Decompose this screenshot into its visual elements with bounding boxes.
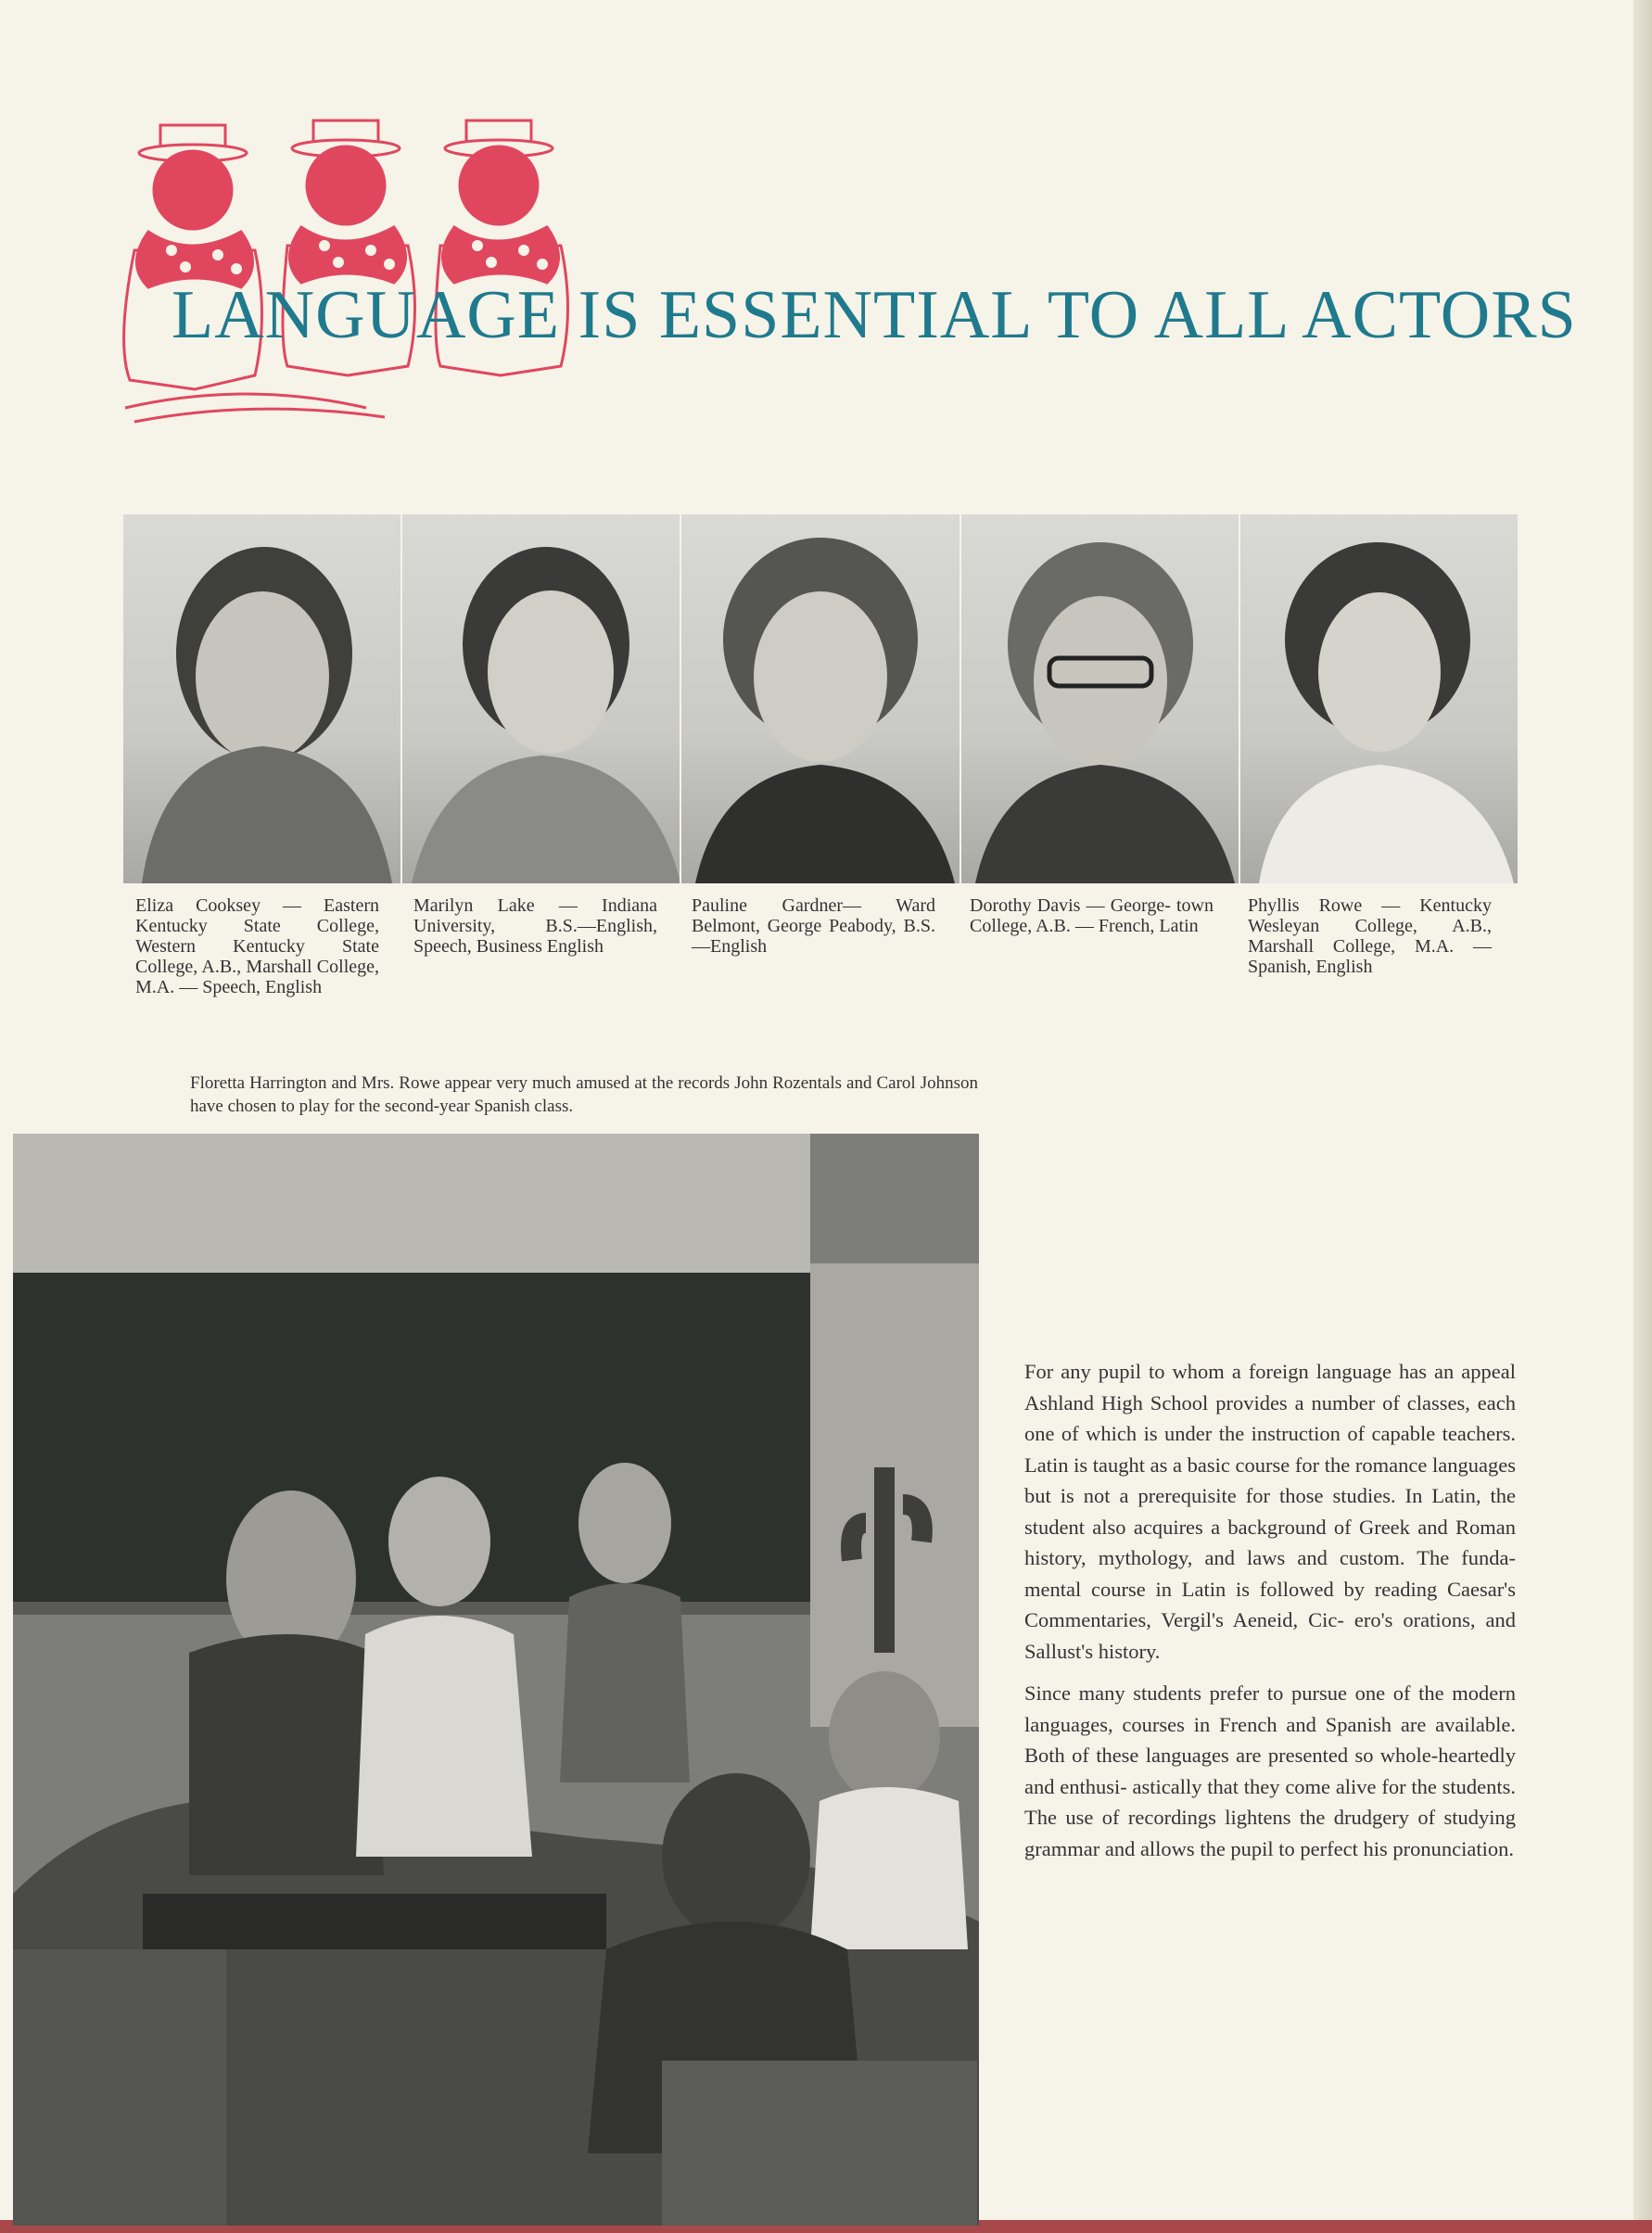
- portrait-photo: [123, 514, 402, 883]
- classroom-photo: [13, 1134, 979, 2226]
- teacher-caption: Marilyn Lake — Indiana University, B.S.—English, Speech, Business English: [413, 895, 657, 957]
- faculty-portraits: [123, 514, 1519, 883]
- page-title: LANGUAGE IS ESSENTIAL TO ALL ACTORS: [172, 277, 1577, 353]
- portrait-photo: [402, 514, 681, 883]
- teacher-caption: Dorothy Davis — George- town College, A.B. — French, Latin: [970, 895, 1214, 936]
- performers-illustration: [107, 102, 626, 436]
- classroom-photo-caption: Floretta Harrington and Mrs. Rowe appear very much amused at the records John Rozentals and Carol Johnson have chosen to play for the second-year Spanish class.: [190, 1073, 978, 1116]
- teacher-caption: Eliza Cooksey — Eastern Kentucky State College, Western Kentucky State College, A.B., Marshall College, M.A. — Speech, English: [135, 895, 379, 997]
- faculty-captions: [135, 895, 1526, 997]
- teacher-caption: Pauline Gardner— Ward Belmont, George Peabody, B.S.—English: [692, 895, 935, 957]
- teacher-caption: Phyllis Rowe — Kentucky Wesleyan College, A.B., Marshall College, M.A. — Spanish, English: [1248, 895, 1492, 977]
- portrait-photo: [961, 514, 1240, 883]
- page-edge: [1633, 0, 1652, 2233]
- body-paragraph: For any pupil to whom a foreign language has an appeal Ashland High School provides a number of classes, each one of which is under the instruction of capable teachers. Latin is taught as a basic course for the romance languages but is not a prerequisite for those studies. In Latin, the student also acquires a background of Greek and Roman history, mythology, and laws and custom. The funda- mental course in Latin is followed by reading Caesar's Commentaries, Vergil's Aeneid, Cic- ero's orations, and Sallust's history.: [1024, 1360, 1516, 1663]
- portrait-photo: [681, 514, 960, 883]
- portrait-photo: [1240, 514, 1519, 883]
- body-paragraph: Since many students prefer to pursue one of the modern languages, courses in French and Spanish are available. Both of these languages are presented so whole-heartedly and enthusi- astically that they come alive for the students. The use of recordings lightens the drudgery of studying grammar and allows the pupil to perfect his pronunciation.: [1024, 1681, 1516, 1860]
- article-body: [1024, 1356, 1516, 1875]
